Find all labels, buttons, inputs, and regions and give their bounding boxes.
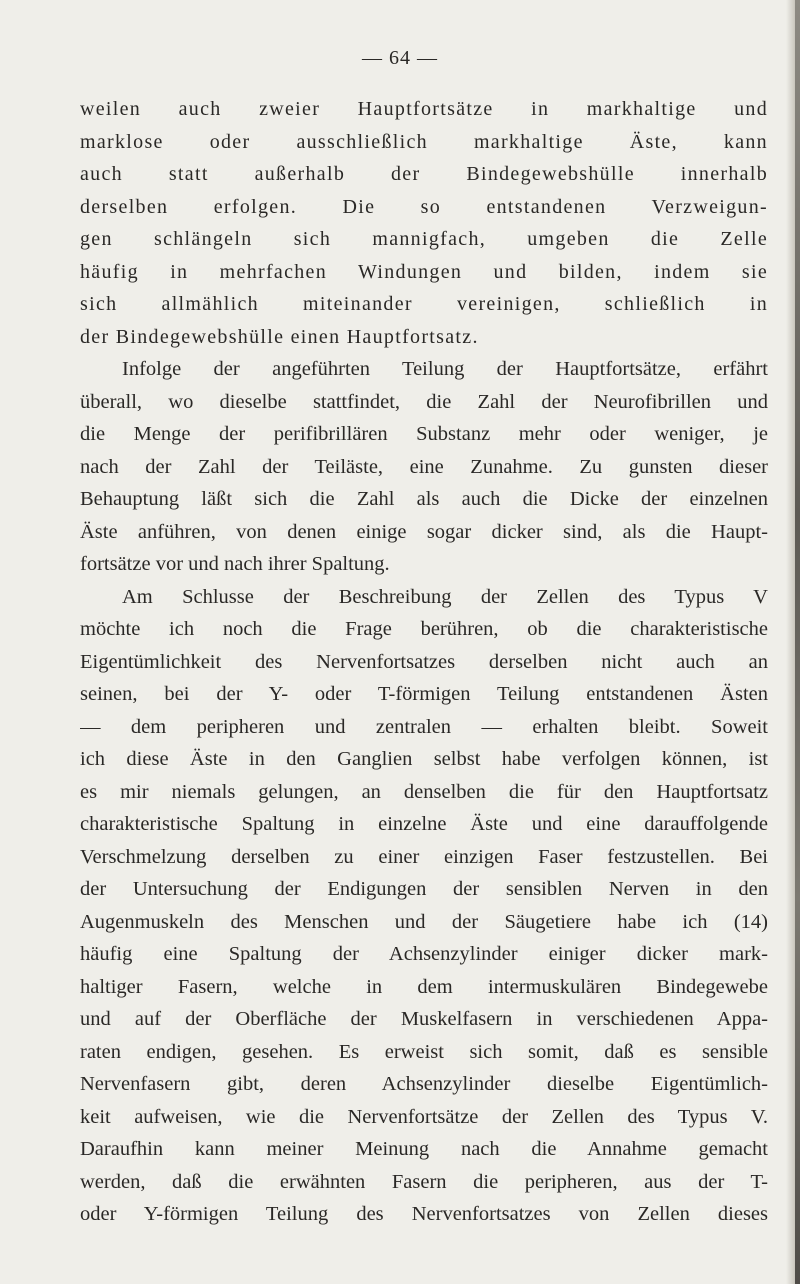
text-line: haltiger Fasern, welche in dem intermuskulären Bindegewebe xyxy=(80,975,768,998)
text-line: Verschmelzung derselben zu einer einzigen Faser festzustellen. Bei xyxy=(80,845,768,868)
text-line: oder Y-förmigen Teilung des Nervenfortsatzes von Zellen dieses xyxy=(80,1203,768,1225)
text-line: werden, daß die erwähnten Fasern die peripheren, aus der T- xyxy=(80,1170,768,1193)
text-line: häufig eine Spaltung der Achsenzylinder einiger dicker mark- xyxy=(80,943,768,965)
text-line: der Bindegewebshülle einen Hauptfortsatz. xyxy=(80,325,479,348)
text-line: Infolge der angeführten Teilung der Hauptfortsätze, erfährt xyxy=(122,358,768,380)
text-line: auch statt außerhalb der Bindegewebshülle innerhalb xyxy=(80,163,768,185)
body-text xyxy=(80,93,768,1231)
text-line: Behauptung läßt sich die Zahl als auch die Dicke der einzelnen xyxy=(80,488,768,510)
page-binding-edge xyxy=(795,0,800,1284)
text-line: — dem peripheren und zentralen — erhalten bleibt. Soweit xyxy=(80,715,768,738)
text-line: Augenmuskeln des Menschen und der Säugetiere habe ich (14) xyxy=(80,910,768,933)
text-line: charakteristische Spaltung in einzelne Äste und eine darauffolgende xyxy=(80,813,768,835)
text-line: Am Schlusse der Beschreibung der Zellen des Typus V xyxy=(122,585,768,608)
text-line: sich allmählich miteinander vereinigen, schließlich in xyxy=(80,293,768,315)
text-line: seinen, bei der Y- oder T-förmigen Teilung entstandenen Ästen xyxy=(80,683,768,705)
text-line: Eigentümlichkeit des Nervenfortsatzes derselben nicht auch an xyxy=(80,650,768,673)
text-line: ich diese Äste in den Ganglien selbst habe verfolgen können, ist xyxy=(80,748,768,770)
text-line: und auf der Oberfläche der Muskelfasern in verschiedenen Appa- xyxy=(80,1008,768,1030)
text-line: es mir niemals gelungen, an denselben die für den Hauptfortsatz xyxy=(80,780,768,803)
page-number: — 64 — xyxy=(362,47,438,69)
text-line: marklose oder ausschließlich markhaltige Äste, kann xyxy=(80,130,768,153)
text-line: möchte ich noch die Frage berühren, ob die charakteristische xyxy=(80,618,768,640)
text-line: nach der Zahl der Teiläste, eine Zunahme. Zu gunsten dieser xyxy=(80,455,768,478)
text-line: gen schlängeln sich mannigfach, umgeben die Zelle xyxy=(80,228,768,250)
text-line: weilen auch zweier Hauptfortsätze in markhaltige und xyxy=(80,98,768,120)
text-line: die Menge der perifibrillären Substanz mehr oder weniger, je xyxy=(80,423,768,445)
text-line: Daraufhin kann meiner Meinung nach die Annahme gemacht xyxy=(80,1138,768,1160)
text-line: keit aufweisen, wie die Nervenfortsätze der Zellen des Typus V. xyxy=(80,1105,768,1128)
text-line: raten endigen, gesehen. Es erweist sich somit, daß es sensible xyxy=(80,1040,768,1063)
text-line: fortsätze vor und nach ihrer Spaltung. xyxy=(80,553,390,575)
text-line: derselben erfolgen. Die so entstandenen Verzweigun- xyxy=(80,195,768,218)
text-line: Nervenfasern gibt, deren Achsenzylinder dieselbe Eigentümlich- xyxy=(80,1073,768,1095)
text-line: überall, wo dieselbe stattfindet, die Zahl der Neurofibrillen und xyxy=(80,390,768,413)
text-line: Äste anführen, von denen einige sogar dicker sind, als die Haupt- xyxy=(80,520,768,543)
text-line: der Untersuchung der Endigungen der sensiblen Nerven in den xyxy=(80,878,768,900)
text-line: häufig in mehrfachen Windungen und bilden, indem sie xyxy=(80,260,768,283)
